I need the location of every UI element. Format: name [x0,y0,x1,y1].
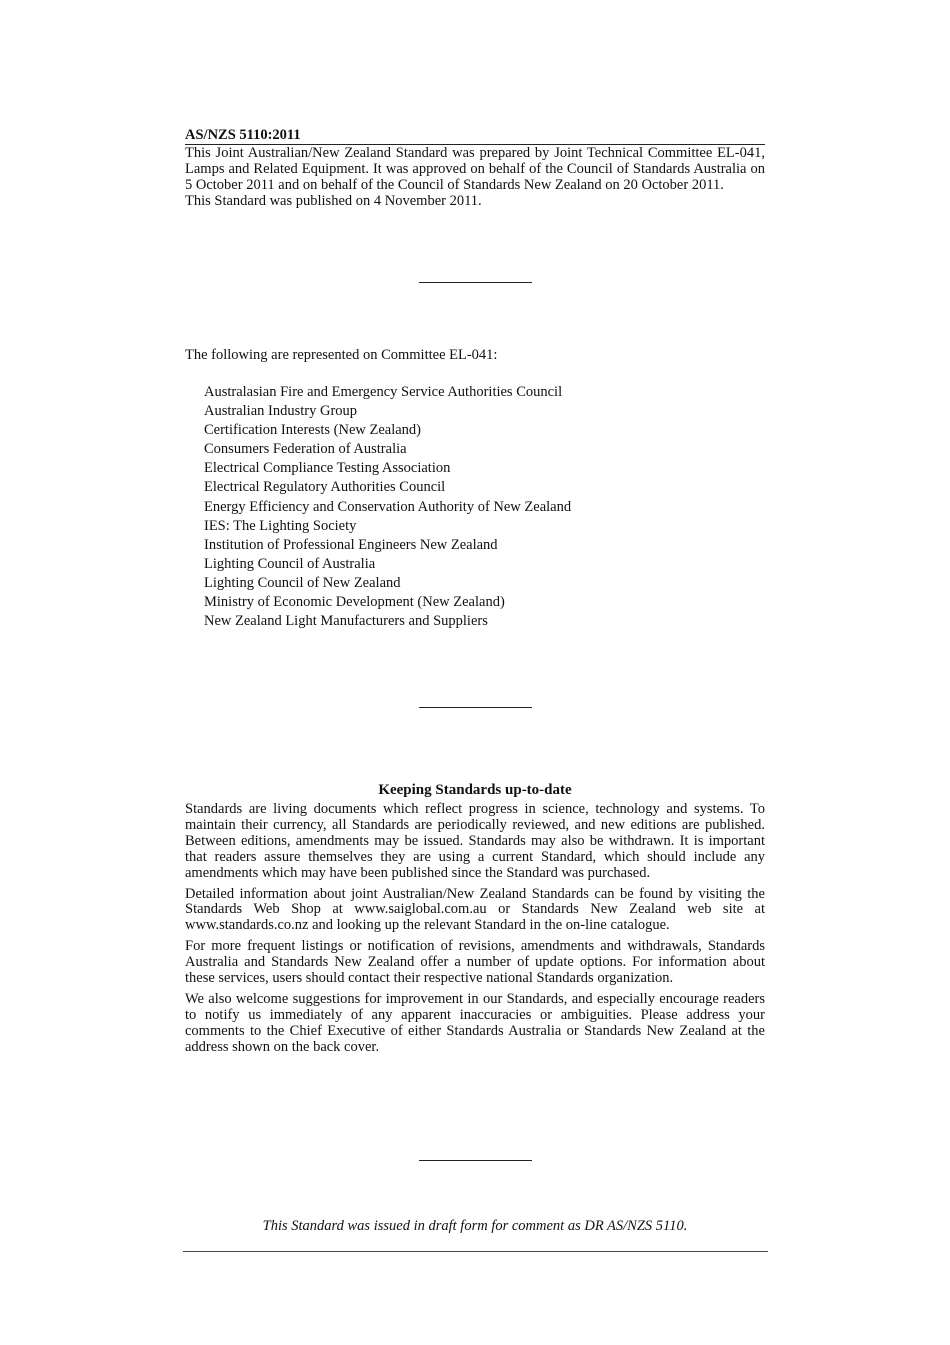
committee-member: Energy Efficiency and Conservation Authority of New Zealand [204,498,572,515]
body-paragraph: We also welcome suggestions for improvement in our Standards, and especially encourage readers to notify us immediately of any apparent inaccuracies or ambiguities. Please address your comments to the Chief Executive of either Standards Australia or Standards New Zealand at the address shown on the back cover. [185,990,765,1055]
committee-member: Lighting Council of New Zealand [204,574,401,591]
footer-rule [183,1251,768,1252]
standard-header [185,127,765,209]
preparation-statement: This Joint Australian/New Zealand Standard was prepared by Joint Technical Committee EL-041, Lamps and Related Equipment. It was approved on behalf of the Council of Standards Australia on 5 October 2011 and on behalf of the Council of Standards New Zealand on 20 October 2011. [185,145,765,193]
committee-member: IES: The Lighting Society [204,517,357,534]
standard-id: AS/NZS 5110:2011 [185,127,765,145]
draft-note: This Standard was issued in draft form for comment as DR AS/NZS 5110. [262,1218,688,1234]
committee-member: Australasian Fire and Emergency Service Authorities Council [204,384,563,400]
keeping-standards-section [185,781,765,1061]
section-divider [419,282,532,283]
committee-member: Electrical Compliance Testing Association [204,460,451,477]
committee-member: Consumers Federation of Australia [204,441,407,458]
section-divider [419,707,532,708]
committee-member-list [204,383,764,631]
body-paragraph: Standards are living documents which reflect progress in science, technology and systems. To maintain their currency, all Standards are periodically reviewed, and new editions are published. Between editions, amendments may be issued. Standards may also be withdrawn. It is important that readers assure themselves they are using a current Standard, which should include any amendments which may have been published since the Standard was purchased. [185,801,765,881]
committee-member: Certification Interests (New Zealand) [204,422,422,439]
committee-member: New Zealand Light Manufacturers and Suppliers [204,613,488,630]
body-paragraph: For more frequent listings or notification of revisions, amendments and withdrawals, Standards Australia and Standards New Zealand offer a number of update options. For information about these services, users should contact their respective national Standards organization. [185,938,765,987]
section-heading: Keeping Standards up-to-date [378,782,572,798]
committee-member: Institution of Professional Engineers New Zealand [204,536,498,553]
section-divider [419,1160,532,1161]
committee-member: Australian Industry Group [204,403,358,420]
committee-intro: The following are represented on Committee EL-041: [185,347,498,363]
body-paragraph: Detailed information about joint Australian/New Zealand Standards can be found by visiting the Standards Web Shop at www.saiglobal.com.au or Standards New Zealand web site at www.standards.co.nz and looking up the relevant Standard in the on-line catalogue. [185,885,765,934]
committee-member: Lighting Council of Australia [204,555,376,572]
committee-member: Electrical Regulatory Authorities Council [204,479,446,496]
publication-date: This Standard was published on 4 November 2011. [185,193,482,209]
committee-member: Ministry of Economic Development (New Zealand) [204,594,505,611]
